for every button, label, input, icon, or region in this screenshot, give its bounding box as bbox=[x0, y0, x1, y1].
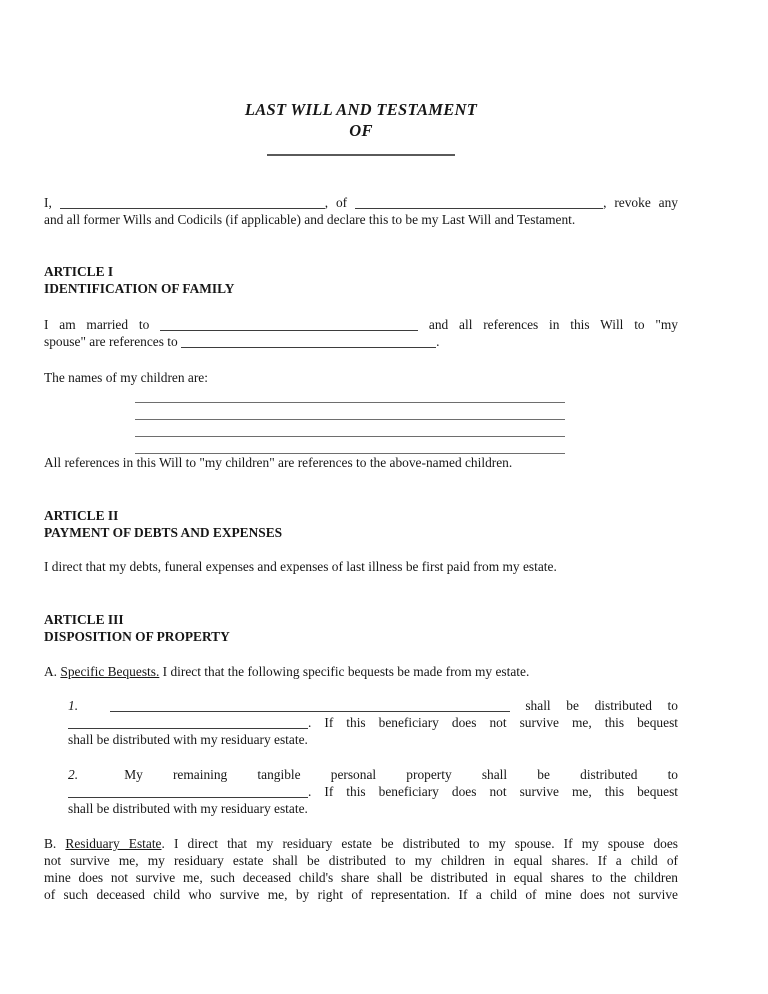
article-1-heading bbox=[44, 263, 678, 297]
spouse-line-2-text: spouse" are references to bbox=[44, 334, 178, 349]
child-name-line-4[interactable] bbox=[135, 437, 565, 454]
article-1-title: IDENTIFICATION OF FAMILY bbox=[44, 281, 235, 296]
bequest-2-line-1-text: My remaining tangible personal property shall be distributed to bbox=[124, 767, 678, 782]
opening-line-1-mid: , of bbox=[324, 195, 348, 210]
bequest-1-line-3: shall be distributed with my residuary estate. bbox=[68, 732, 308, 747]
children-intro: The names of my children are: bbox=[44, 370, 208, 385]
section-a-title: Specific Bequests. bbox=[60, 664, 160, 679]
article-2-number: ARTICLE II bbox=[44, 508, 119, 523]
bequest-2-line-2-text: . If this beneficiary does not survive me, this bequest bbox=[308, 784, 678, 799]
children-note: All references in this Will to "my children" are references to the above-named children. bbox=[44, 455, 513, 470]
opening-line-1-suffix: , revoke any bbox=[603, 195, 679, 210]
bequest-2-line-3: shall be distributed with my residuary estate. bbox=[68, 801, 308, 816]
article-3-heading bbox=[44, 611, 678, 645]
article-3-number: ARTICLE III bbox=[44, 612, 124, 627]
section-b-paragraph bbox=[44, 835, 678, 903]
document-title-of: OF bbox=[349, 121, 373, 140]
document-title: LAST WILL AND TESTAMENT bbox=[244, 100, 478, 119]
article-3-title: DISPOSITION OF PROPERTY bbox=[44, 629, 230, 644]
spouse-reference-blank[interactable] bbox=[181, 335, 436, 348]
opening-line-1 bbox=[44, 194, 678, 211]
bequest-1-line-1 bbox=[68, 697, 678, 714]
testator-name-blank[interactable] bbox=[60, 196, 325, 209]
article-2-title: PAYMENT OF DEBTS AND EXPENSES bbox=[44, 525, 283, 540]
opening-line-2: and all former Wills and Codicils (if applicable) and declare this to be my Last Will and Testament. bbox=[44, 212, 576, 227]
spouse-paragraph bbox=[44, 316, 678, 350]
bequest-item-1 bbox=[44, 697, 678, 748]
bequest-1-line-1-text: shall be distributed to bbox=[525, 698, 678, 713]
title-block bbox=[44, 99, 678, 156]
children-name-lines bbox=[44, 386, 678, 454]
opening-line-1-prefix: I, bbox=[44, 195, 52, 210]
child-name-line-3[interactable] bbox=[135, 420, 565, 437]
section-b-line-1-text: . I direct that my residuary estate be distributed to my spouse. If my spouse does bbox=[161, 836, 678, 851]
child-name-line-2[interactable] bbox=[135, 403, 565, 420]
section-b-line-3: mine does not survive me, such deceased child's share shall be distributed in equal shares to the children bbox=[44, 870, 678, 885]
section-b-label: B. bbox=[44, 836, 57, 851]
opening-paragraph bbox=[44, 194, 678, 228]
bequest-1-description-blank[interactable] bbox=[110, 699, 510, 712]
bequest-item-2 bbox=[44, 766, 678, 817]
section-a-text: I direct that the following specific bequests be made from my estate. bbox=[162, 664, 530, 679]
section-b-line-1 bbox=[44, 835, 678, 852]
section-b-title: Residuary Estate bbox=[65, 836, 162, 851]
title-name-blank[interactable] bbox=[267, 154, 455, 156]
section-b-line-2: not survive me, my residuary estate shall be distributed to my children in equal shares. If a child of bbox=[44, 853, 678, 868]
spouse-line-2 bbox=[44, 333, 678, 350]
bequest-1-line-2-text: . If this beneficiary does not survive me, this bequest bbox=[308, 715, 678, 730]
bequest-2-line-2 bbox=[68, 783, 678, 800]
article-2-heading bbox=[44, 507, 678, 541]
bequest-1-line-2 bbox=[68, 714, 678, 731]
bequest-2-line-1 bbox=[68, 766, 678, 783]
child-name-line-1[interactable] bbox=[135, 386, 565, 403]
debts-paragraph: I direct that my debts, funeral expenses and expenses of last illness be first paid from my estate. bbox=[44, 559, 557, 574]
spouse-line-2-period: . bbox=[436, 334, 440, 349]
spouse-line-1-tail: and all references in this Will to "my bbox=[428, 317, 678, 332]
bequest-2-beneficiary-blank[interactable] bbox=[68, 785, 308, 798]
spouse-name-blank[interactable] bbox=[160, 318, 418, 331]
section-a-label: A. bbox=[44, 664, 58, 679]
bequest-1-number: 1. bbox=[68, 698, 79, 713]
section-a-paragraph bbox=[44, 663, 678, 680]
section-b-line-4: of such deceased child who survive me, by right of representation. If a child of mine does not survive bbox=[44, 887, 678, 902]
article-1-number: ARTICLE I bbox=[44, 264, 114, 279]
bequest-1-beneficiary-blank[interactable] bbox=[68, 716, 308, 729]
testator-residence-blank[interactable] bbox=[355, 196, 603, 209]
spouse-line-1 bbox=[44, 316, 678, 333]
spouse-line-1-text: I am married to bbox=[44, 317, 150, 332]
bequest-2-number: 2. bbox=[68, 767, 79, 782]
